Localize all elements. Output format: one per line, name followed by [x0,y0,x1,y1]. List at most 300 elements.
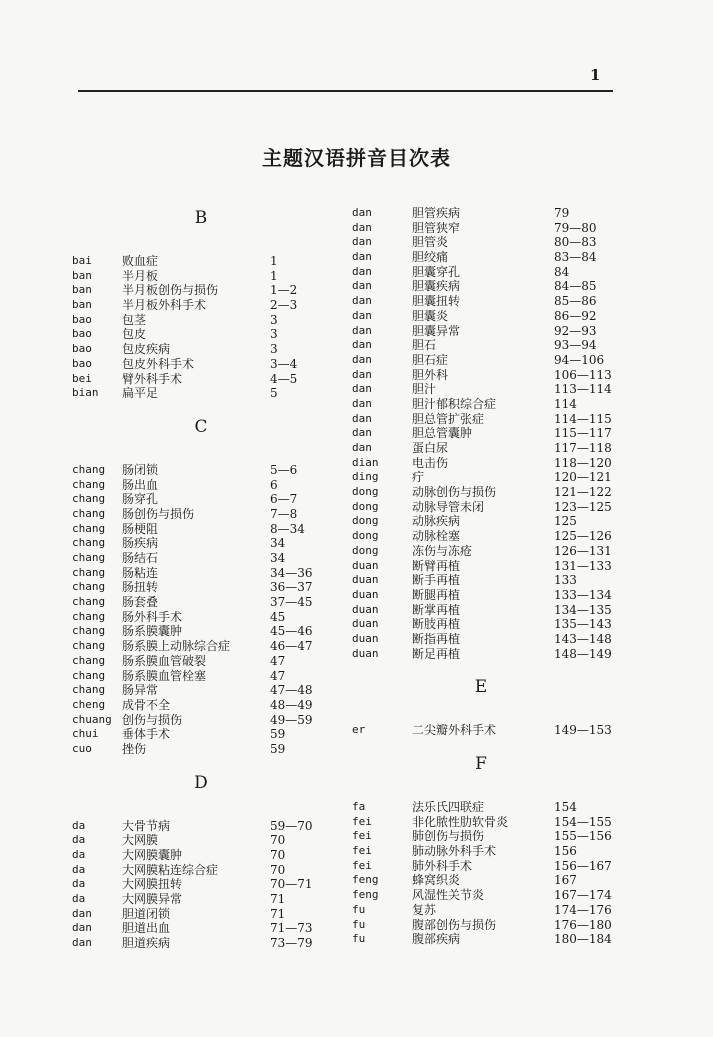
index-entry [352,529,622,544]
entry-term: 肠梗阻 [122,521,159,536]
entry-pinyin: bao [72,312,92,326]
entry-page-range: 176—180 [554,917,612,932]
entry-term: 肠闭锁 [122,462,159,477]
entry-pinyin: bai [72,254,92,267]
entry-pinyin: chang [72,580,106,594]
entry-page-range: 85—86 [554,294,597,309]
index-entry [352,723,622,738]
entry-term: 挫伤 [122,741,147,756]
entry-pinyin: fu [352,902,366,916]
entry-term: 复苏 [412,902,437,917]
entry-term: 肠系膜血管栓塞 [122,668,207,683]
entry-page-range: 94—106 [554,352,605,367]
index-entry [72,610,340,625]
entry-term: 半月板创伤与损伤 [122,283,219,298]
entry-pinyin: duan [352,573,379,587]
entry-page-range: 118—120 [554,455,612,470]
entry-term: 包皮 [122,327,147,342]
entry-pinyin: dan [352,294,372,308]
entry-pinyin: chang [72,683,106,697]
entry-pinyin: dan [72,921,92,935]
index-entry [72,683,340,698]
entry-pinyin: duan [352,617,379,631]
entry-page-range: 70 [270,833,286,848]
entry-term: 动脉疾病 [412,514,461,529]
index-entry [352,412,622,427]
entry-page-range: 71 [270,892,286,907]
index-entry [352,815,622,830]
entry-term: 断腿再植 [412,587,461,602]
entry-page-range: 59 [270,741,286,756]
entry-page-range: 114 [554,396,577,411]
section-letter: C [194,416,208,437]
entry-page-range: 45 [270,609,286,624]
index-entry [352,632,622,647]
index-entry [72,713,340,728]
entry-term: 疔 [412,470,425,485]
entry-term: 断肢再植 [412,617,461,632]
entry-page-range: 8—34 [270,521,305,536]
index-entry [352,426,622,441]
entry-pinyin: dan [352,250,372,264]
entry-term: 胆石 [412,338,437,353]
entry-pinyin: da [72,862,86,876]
entry-page-range: 148—149 [554,646,612,661]
entry-term: 蜂窝织炎 [412,873,461,888]
entry-term: 大网膜粘连综合症 [122,862,219,877]
entry-page-range: 84—85 [554,279,597,294]
section-e [352,673,622,738]
entry-page-range: 155—156 [554,829,612,844]
entry-pinyin: chang [72,595,106,609]
entry-term: 半月板外科手术 [122,298,207,313]
index-entry [72,742,340,757]
entry-term: 肠粘连 [122,565,159,580]
entry-page-range: 45—46 [270,624,313,639]
entry-term: 胆总管囊肿 [412,426,473,441]
entry-page-range: 120—121 [554,470,612,485]
entry-term: 胆管炎 [412,235,449,250]
entry-pinyin: dan [352,220,372,234]
entry-page-range: 73—79 [270,936,313,951]
entry-pinyin: da [72,833,86,847]
entry-term: 半月板 [122,268,159,283]
entry-page-range: 93—94 [554,338,597,353]
entry-page-range: 167 [554,873,577,888]
left-column [72,200,340,951]
entry-term: 胆道疾病 [122,936,171,951]
entry-page-range: 117—118 [554,441,612,455]
index-entry [352,559,622,574]
index-entry [72,639,340,654]
entry-page-range: 133—134 [554,587,612,602]
index-entry [72,463,340,478]
index-entry [72,536,340,551]
entry-term: 创伤与损伤 [122,712,183,727]
index-entry [72,595,340,610]
index-entry [352,397,622,412]
entry-page-range: 1 [270,268,278,283]
index-entry [352,800,622,815]
entry-term: 肠系膜囊肿 [122,624,183,639]
entry-term: 胆外科 [412,367,449,382]
index-entry [352,647,622,662]
entry-pinyin: dan [72,936,92,950]
index-entry [352,500,622,515]
index-entry [352,309,622,324]
index-entry [72,936,340,951]
entry-term: 断手再植 [412,573,461,588]
entry-page-range: 70 [270,848,286,862]
index-entry [352,485,622,500]
entry-page-range: 135—143 [554,617,612,632]
entry-term: 大网膜异常 [122,892,183,907]
entry-page-range: 143—148 [554,631,612,646]
entry-term: 动脉创伤与损伤 [412,485,497,500]
index-entry [72,907,340,922]
entry-page-range: 70—71 [270,877,313,892]
entry-pinyin: ban [72,298,92,312]
entry-page-range: 5 [270,386,278,401]
entry-page-range: 59—70 [270,818,313,833]
entry-term: 大骨节病 [122,818,171,833]
entry-term: 断臂再植 [412,558,461,573]
index-entry [72,566,340,581]
entry-term: 肠穿孔 [122,492,159,507]
entry-term: 胆总管扩张症 [412,411,485,426]
entry-term: 二尖瓣外科手术 [412,723,497,738]
entry-term: 肠系膜上动脉综合症 [122,639,231,654]
index-entry [352,829,622,844]
entry-page-range: 79—80 [554,220,597,235]
entry-page-range: 131—133 [554,558,612,573]
entry-pinyin: dong [352,485,379,499]
index-entry [72,833,340,848]
entry-page-range: 1—2 [270,283,298,298]
entry-page-range: 49—59 [270,712,313,727]
index-entry [352,918,622,933]
entry-pinyin: dan [352,264,372,278]
index-entry [72,478,340,493]
entry-term: 胆道出血 [122,921,171,936]
entry-pinyin: duan [352,631,379,645]
entry-page-range: 114—115 [554,411,612,426]
entry-page-range: 47 [270,653,286,668]
entry-term: 肠外科手术 [122,609,183,624]
entry-pinyin: chang [72,506,106,520]
entry-term: 肠套叠 [122,595,159,610]
entry-pinyin: chang [72,551,106,564]
entry-pinyin: da [72,877,86,891]
entry-pinyin: duan [352,602,379,616]
entry-pinyin: ban [72,268,92,282]
entry-page-range: 125 [554,514,577,529]
entry-term: 动脉导管未闭 [412,499,485,514]
entry-term: 腹部疾病 [412,932,461,947]
entry-page-range: 7—8 [270,506,298,521]
entry-page-range: 3 [270,342,278,357]
section-f [352,750,622,947]
entry-term: 断掌再植 [412,602,461,617]
index-entry [72,342,340,357]
entry-page-range: 154—155 [554,814,612,829]
entry-pinyin: fei [352,844,372,858]
entry-page-range: 86—92 [554,308,597,323]
index-entry [352,903,622,918]
entry-pinyin: bao [72,356,92,370]
entry-pinyin: dan [352,323,372,337]
section-c [72,413,340,757]
entry-term: 包皮疾病 [122,342,171,357]
entry-page-range: 115—117 [554,426,612,441]
entry-term: 胆石症 [412,352,449,367]
entry-pinyin: fa [352,800,366,813]
index-entry [352,368,622,383]
index-entry [352,617,622,632]
entry-pinyin: dong [352,529,379,543]
entry-page-range: 133 [554,573,577,588]
index-entry [72,698,340,713]
entry-pinyin: bao [72,342,92,356]
entry-pinyin: feng [352,888,379,902]
entry-pinyin: dan [352,352,372,366]
entry-page-range: 47—48 [270,683,313,698]
entry-page-range: 59 [270,727,286,742]
index-entry [72,357,340,372]
index-entry [352,844,622,859]
section-letter: E [474,677,488,698]
entry-page-range: 113—114 [554,382,612,397]
entry-term: 胆汁郁积综合症 [412,396,497,411]
index-entry [72,877,340,892]
entry-pinyin: fei [352,829,372,843]
index-entry [352,873,622,888]
entry-page-range: 71—73 [270,921,313,936]
entry-term: 扁平足 [122,386,159,401]
index-entry [72,386,340,401]
entry-pinyin: ding [352,470,379,484]
index-entry [72,863,340,878]
entry-page-range: 3 [270,312,278,327]
entry-pinyin: dan [352,279,372,293]
index-entry [72,580,340,595]
entry-term: 非化脓性肋软骨炎 [412,814,509,829]
entry-term: 胆汁 [412,382,437,397]
section-letter: F [475,754,487,774]
entry-pinyin: fu [352,917,366,931]
entry-term: 法乐氏四联症 [412,800,485,814]
index-entry [352,324,622,339]
index-entry [72,327,340,342]
entry-pinyin: chang [72,639,106,653]
entry-page-range: 36—37 [270,580,313,595]
index-entry [352,573,622,588]
entry-pinyin: dan [72,906,92,920]
index-entry [352,353,622,368]
entry-term: 断指再植 [412,631,461,646]
entry-pinyin: er [352,723,366,737]
entry-pinyin: chang [72,536,106,550]
index-entry [352,470,622,485]
entry-page-range: 34—36 [270,565,313,580]
index-entry [352,338,622,353]
index-entry [72,921,340,936]
entry-pinyin: fu [352,932,366,946]
entry-page-range: 47 [270,668,286,683]
entry-page-range: 4—5 [270,371,298,386]
entry-page-range: 180—184 [554,932,612,947]
index-entry [72,727,340,742]
entry-term: 包茎 [122,312,147,327]
entry-page-range: 79 [554,206,570,220]
index-entry [352,382,622,397]
entry-pinyin: cuo [72,741,92,755]
index-entry [72,624,340,639]
entry-page-range: 80—83 [554,235,597,250]
entry-pinyin: chang [72,477,106,491]
entry-term: 肺创伤与损伤 [412,829,485,844]
entry-term: 肠结石 [122,551,159,565]
entry-page-range: 149—153 [554,723,612,738]
entry-term: 胆绞痛 [412,250,449,265]
entry-page-range: 92—93 [554,323,597,338]
entry-term: 胆道闭锁 [122,906,171,921]
index-entry [72,848,340,863]
page-number: 1 [590,66,601,84]
entry-term: 垂体手术 [122,727,171,742]
entry-page-range: 167—174 [554,888,612,903]
entry-pinyin: dan [352,426,372,440]
entry-pinyin: bian [72,386,99,400]
entry-pinyin: duan [352,646,379,660]
entry-term: 大网膜 [122,833,159,848]
entry-pinyin: bei [72,371,92,385]
entry-term: 肺外科手术 [412,858,473,873]
entry-pinyin: dan [352,338,372,352]
entry-pinyin: duan [352,587,379,601]
entry-pinyin: dong [352,543,379,557]
entry-page-range: 134—135 [554,602,612,617]
section-b [72,204,340,401]
index-entry [72,654,340,669]
entry-page-range: 6 [270,477,278,492]
right-column [352,200,622,947]
entry-pinyin: da [72,892,86,906]
entry-page-range: 2—3 [270,298,298,313]
entry-pinyin: chang [72,668,106,682]
entry-term: 冻伤与冻疮 [412,543,473,558]
section-letter: D [194,772,208,793]
index-entry [352,588,622,603]
index-entry [72,492,340,507]
entry-page-range: 156—167 [554,858,612,873]
entry-page-range: 3—4 [270,356,298,371]
entry-pinyin: dan [352,235,372,249]
index-entry [72,507,340,522]
index-entry [352,514,622,529]
entry-page-range: 174—176 [554,902,612,917]
entry-term: 胆管疾病 [412,206,461,220]
entry-page-range: 70 [270,862,286,877]
entry-term: 肠疾病 [122,536,159,551]
index-entry [72,669,340,684]
index-entry [72,522,340,537]
entry-term: 胆囊疾病 [412,279,461,294]
entry-pinyin: dan [352,382,372,396]
entry-page-range: 5—6 [270,462,298,477]
entry-pinyin: da [72,848,86,861]
section-d [72,769,340,951]
section-letter: B [194,208,208,228]
entry-page-range: 83—84 [554,250,597,265]
entry-page-range: 154 [554,800,577,814]
entry-page-range: 1 [270,254,278,268]
entry-page-range: 125—126 [554,529,612,544]
entry-pinyin: chang [72,521,106,535]
index-entry [352,859,622,874]
entry-term: 蛋白尿 [412,441,449,455]
entry-page-range: 48—49 [270,697,313,712]
entry-pinyin: dian [352,455,379,469]
entry-pinyin: chuang [72,712,112,726]
entry-pinyin: chang [72,653,106,667]
index-entry [72,269,340,284]
entry-term: 胆囊穿孔 [412,264,461,279]
entry-page-range: 84 [554,264,570,279]
index-entry [72,892,340,907]
index-entry [352,265,622,280]
entry-page-range: 126—131 [554,543,612,558]
index-entry [72,298,340,313]
entry-term: 风湿性关节炎 [412,888,485,903]
entry-pinyin: dong [352,514,379,528]
index-entry [352,235,622,250]
entry-pinyin: chui [72,727,99,741]
index-entry [72,283,340,298]
entry-pinyin: ban [72,283,92,297]
entry-pinyin: chang [72,462,106,476]
index-entry [352,441,622,456]
index-entry [352,456,622,471]
entry-term: 成骨不全 [122,697,171,712]
entry-term: 腹部创伤与损伤 [412,917,497,932]
page-title: 主题汉语拼音目次表 [262,146,451,170]
entry-term: 包皮外科手术 [122,356,195,371]
index-entry [72,819,340,834]
index-entry [352,279,622,294]
entry-page-range: 106—113 [554,367,612,382]
entry-term: 肠出血 [122,477,159,492]
entry-term: 胆囊炎 [412,308,449,323]
entry-term: 肠系膜血管破裂 [122,653,207,668]
header-rule [78,90,613,92]
entry-term: 胆囊异常 [412,323,461,338]
index-entry [352,250,622,265]
index-entry [352,888,622,903]
entry-term: 败血症 [122,254,159,268]
entry-pinyin: dan [352,367,372,381]
index-entry [72,372,340,387]
entry-pinyin: dong [352,499,379,513]
entry-term: 大网膜扭转 [122,877,183,892]
index-entry [352,221,622,236]
entry-term: 臂外科手术 [122,371,183,386]
entry-pinyin: chang [72,565,106,579]
entry-pinyin: feng [352,873,379,887]
entry-pinyin: fei [352,814,372,828]
entry-pinyin: dan [352,308,372,322]
entry-term: 肠扭转 [122,580,159,595]
